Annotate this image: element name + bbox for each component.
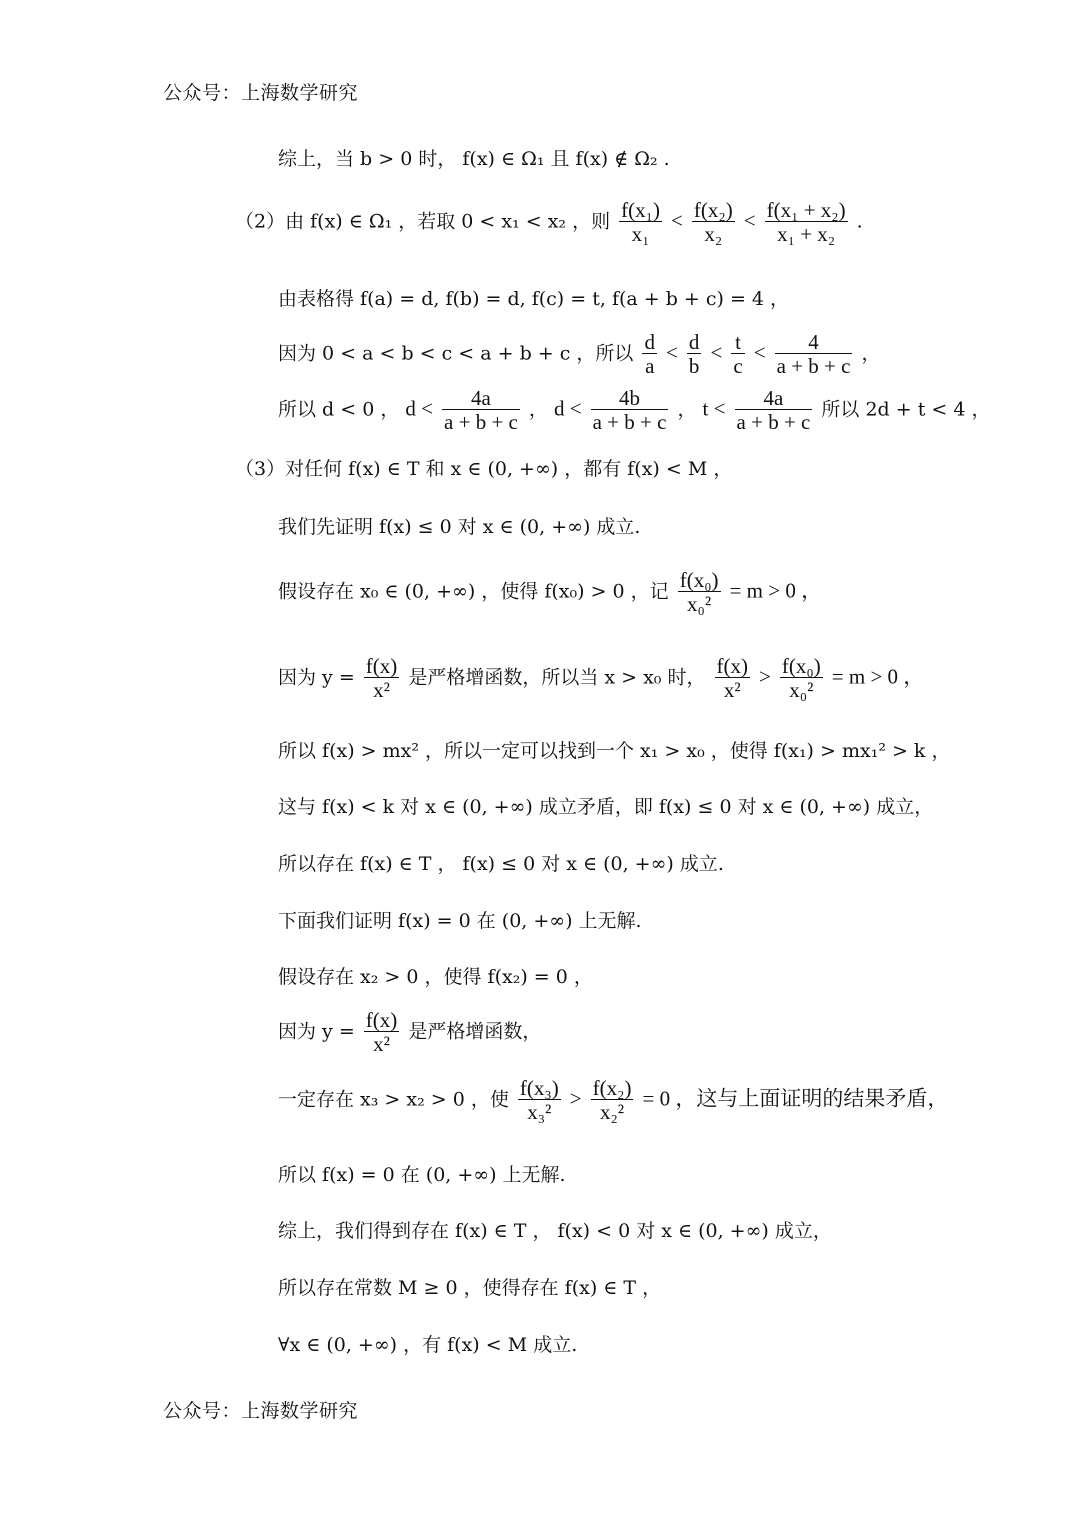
text-line: 这与 f(x) < k 对 x ∈ (0, +∞) 成立矛盾，即 f(x) ≤ 0 对 x ∈ (0, +∞) 成立，	[278, 796, 934, 818]
text-line-part3: （3）对任何 f(x) ∈ T 和 x ∈ (0, +∞) ，都有 f(x) < M ，	[235, 458, 733, 480]
greater-than: >	[759, 664, 771, 689]
text-line: 假设存在 x₂ > 0 ，使得 f(x₂) = 0 ，	[278, 966, 593, 988]
denominator: c	[733, 354, 743, 378]
fraction	[765, 200, 848, 245]
numerator: 4a	[763, 386, 784, 410]
numerator: f(x₀)	[679, 568, 719, 592]
denominator: a + b + c	[776, 354, 851, 378]
denominator: x₃²	[518, 1099, 561, 1123]
numerator: 4	[808, 330, 819, 354]
less-than: <	[753, 340, 766, 365]
fraction	[591, 1078, 634, 1123]
fraction	[518, 1078, 561, 1123]
text-segment: = m > 0 ，	[729, 578, 823, 603]
text-segment: 因为 0 < a < b < c < a + b + c ，所以	[278, 342, 634, 365]
text-segment: 因为 y =	[278, 666, 355, 689]
text-line: 综上，当 b > 0 时， f(x) ∈ Ω₁ 且 f(x) ∉ Ω₂ .	[278, 148, 670, 170]
denominator: x²	[715, 677, 750, 701]
numerator: f(x₁)	[621, 198, 660, 222]
comma: ，	[528, 398, 548, 421]
fraction	[442, 388, 520, 433]
text-segment: 假设存在 x₀ ∈ (0, +∞) ，使得 f(x₀) > 0 ，记	[278, 580, 669, 603]
text-line	[278, 1010, 541, 1055]
fraction	[619, 200, 662, 245]
comma: ，	[677, 398, 697, 421]
fraction	[735, 388, 813, 433]
text-line-part2	[235, 200, 863, 245]
math-d-less: d <	[553, 396, 582, 421]
text-line	[278, 388, 990, 433]
numerator: f(x₁ + x₂)	[766, 198, 846, 222]
math-d-less: d <	[405, 396, 433, 421]
denominator: a	[642, 353, 657, 377]
text-segment: 一定存在 x₃ > x₂ > 0 ，使	[278, 1088, 509, 1111]
text-line: 所以 f(x) > mx² ，所以一定可以找到一个 x₁ > x₀ ，使得 f(x₁) > mx₁² > k ，	[278, 740, 951, 762]
denominator: a + b + c	[736, 410, 811, 434]
text-segment: = 0 ，这与上面证明的结果矛盾，	[642, 1086, 949, 1111]
denominator: x₁ + x₂	[765, 221, 848, 245]
fraction	[687, 332, 702, 377]
less-than: <	[666, 340, 678, 365]
comma: ，	[861, 342, 881, 365]
text-segment: 所以 d < 0 ，	[278, 398, 400, 421]
numerator: 4a	[471, 386, 491, 410]
less-than: <	[743, 208, 756, 233]
fraction	[780, 656, 823, 701]
denominator: a + b + c	[592, 410, 667, 434]
text-segment: 是严格增函数，	[408, 1020, 542, 1043]
text-line	[278, 656, 924, 701]
numerator: f(x)	[716, 654, 748, 678]
page-footer: 公众号：上海数学研究	[163, 1400, 359, 1422]
fraction	[364, 656, 399, 701]
math-t-less: t <	[702, 396, 726, 421]
denominator: b	[688, 354, 700, 378]
fraction	[692, 200, 735, 245]
numerator: d	[688, 330, 700, 354]
denominator: x₀²	[678, 591, 721, 615]
fraction	[591, 388, 669, 433]
numerator: f(x₂)	[693, 198, 733, 222]
less-than: <	[671, 208, 683, 233]
numerator: f(x₀)	[781, 654, 821, 678]
fraction	[364, 1010, 399, 1055]
text-segment: 是严格增函数，所以当 x > x₀ 时，	[408, 666, 706, 689]
text-line: 由表格得 f(a) = d, f(b) = d, f(c) = t, f(a + b + c) = 4 ，	[278, 288, 790, 310]
numerator: d	[644, 330, 655, 354]
text-line	[278, 570, 822, 615]
denominator: x₀²	[780, 677, 823, 701]
fraction	[715, 656, 750, 701]
numerator: t	[735, 330, 741, 354]
text-line: 综上，我们得到存在 f(x) ∈ T ， f(x) < 0 对 x ∈ (0, +∞) 成立，	[278, 1220, 832, 1242]
text-line: 下面我们证明 f(x) = 0 在 (0, +∞) 上无解.	[278, 910, 642, 932]
fraction	[678, 570, 721, 615]
denominator: x²	[364, 1031, 399, 1055]
text-line	[278, 1078, 948, 1123]
text-segment: 因为 y =	[278, 1020, 355, 1043]
text-line	[278, 332, 881, 377]
text-line: ∀x ∈ (0, +∞) ，有 f(x) < M 成立.	[278, 1334, 578, 1356]
text-segment: = m > 0 ，	[831, 664, 925, 689]
text-line: 所以存在常数 M ≥ 0 ，使得存在 f(x) ∈ T ，	[278, 1277, 662, 1299]
denominator: x₂	[692, 221, 735, 245]
denominator: x₁	[619, 221, 662, 245]
numerator: f(x)	[365, 654, 398, 678]
text-segment: 所以 2d + t < 4 ，	[821, 398, 991, 421]
fraction	[642, 332, 657, 377]
numerator: f(x₂)	[592, 1076, 632, 1100]
text-line: 我们先证明 f(x) ≤ 0 对 x ∈ (0, +∞) 成立.	[278, 516, 641, 538]
text-line: 所以存在 f(x) ∈ T ， f(x) ≤ 0 对 x ∈ (0, +∞) 成立.	[278, 853, 724, 875]
less-than: <	[710, 340, 723, 365]
text-line: 所以 f(x) = 0 在 (0, +∞) 上无解.	[278, 1164, 566, 1186]
fraction	[731, 332, 744, 377]
denominator: a + b + c	[444, 410, 518, 434]
fraction	[775, 332, 853, 377]
numerator: f(x)	[365, 1008, 398, 1032]
denominator: x²	[364, 677, 399, 701]
denominator: x₂²	[591, 1099, 634, 1123]
period: .	[856, 210, 863, 233]
numerator: f(x₃)	[519, 1076, 559, 1100]
numerator: 4b	[619, 386, 641, 410]
text-segment: （2）由 f(x) ∈ Ω₁ ，若取 0 < x₁ < x₂ ，则	[235, 210, 611, 233]
page-header: 公众号：上海数学研究	[163, 82, 359, 104]
greater-than: >	[569, 1086, 582, 1111]
